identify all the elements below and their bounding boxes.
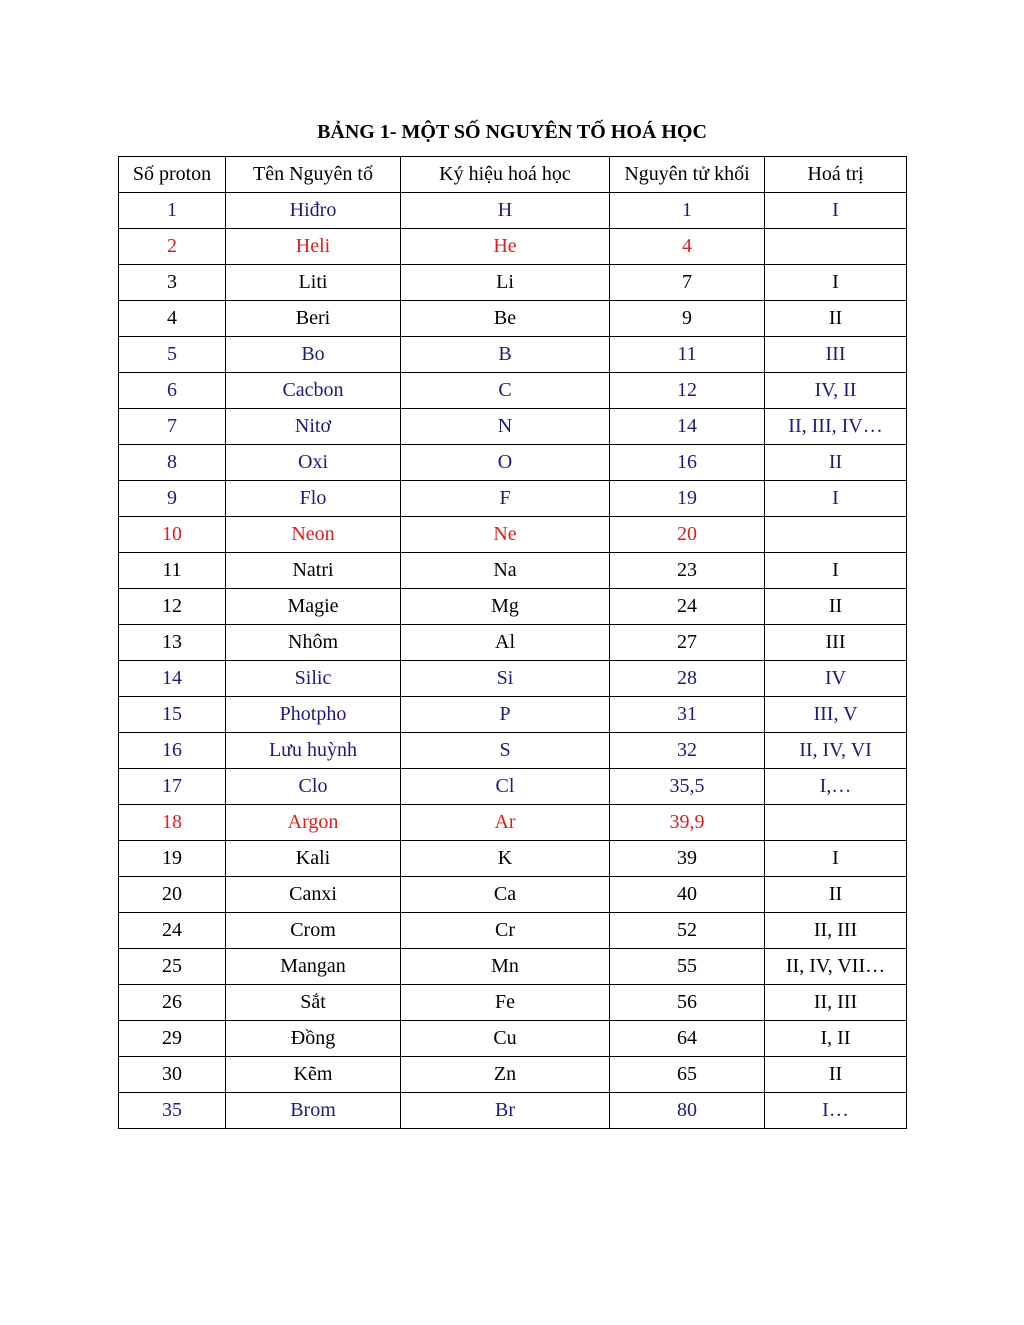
table-row: [119, 661, 907, 697]
cell-name: Photpho: [226, 697, 401, 733]
cell-name: Lưu huỳnh: [226, 733, 401, 769]
page-title: BẢNG 1- MỘT SỐ NGUYÊN TỐ HOÁ HỌC: [317, 121, 707, 143]
cell-name: Natri: [226, 553, 401, 589]
cell-mass: 65: [610, 1057, 765, 1093]
cell-mass: 9: [610, 301, 765, 337]
cell-name: Mangan: [226, 949, 401, 985]
table-row: [119, 481, 907, 517]
cell-name: Cacbon: [226, 373, 401, 409]
cell-mass: 56: [610, 985, 765, 1021]
cell-proton: 29: [119, 1021, 226, 1057]
cell-mass: 23: [610, 553, 765, 589]
cell-name: Magie: [226, 589, 401, 625]
cell-name: Kali: [226, 841, 401, 877]
cell-name: Liti: [226, 265, 401, 301]
table-row: [119, 1093, 907, 1129]
cell-symbol: Fe: [401, 985, 610, 1021]
cell-symbol: H: [401, 193, 610, 229]
cell-mass: 52: [610, 913, 765, 949]
cell-valence: I…: [765, 1093, 907, 1129]
table-row: [119, 517, 907, 553]
cell-symbol: Si: [401, 661, 610, 697]
cell-mass: 80: [610, 1093, 765, 1129]
cell-proton: 10: [119, 517, 226, 553]
cell-mass: 20: [610, 517, 765, 553]
cell-valence: I, II: [765, 1021, 907, 1057]
cell-proton: 17: [119, 769, 226, 805]
cell-name: Canxi: [226, 877, 401, 913]
cell-proton: 20: [119, 877, 226, 913]
elements-table: [118, 156, 907, 1129]
cell-name: Clo: [226, 769, 401, 805]
cell-mass: 28: [610, 661, 765, 697]
cell-name: Crom: [226, 913, 401, 949]
cell-name: Brom: [226, 1093, 401, 1129]
cell-proton: 18: [119, 805, 226, 841]
cell-mass: 4: [610, 229, 765, 265]
cell-valence: I: [765, 841, 907, 877]
table-row: [119, 409, 907, 445]
cell-mass: 27: [610, 625, 765, 661]
table-row: [119, 625, 907, 661]
cell-proton: 7: [119, 409, 226, 445]
cell-proton: 26: [119, 985, 226, 1021]
cell-proton: 16: [119, 733, 226, 769]
table-row: [119, 337, 907, 373]
cell-name: Beri: [226, 301, 401, 337]
cell-valence: III, V: [765, 697, 907, 733]
cell-proton: 5: [119, 337, 226, 373]
cell-name: Nitơ: [226, 409, 401, 445]
cell-name: Argon: [226, 805, 401, 841]
cell-name: Oxi: [226, 445, 401, 481]
header-proton: Số proton: [119, 157, 226, 193]
cell-symbol: Zn: [401, 1057, 610, 1093]
cell-symbol: He: [401, 229, 610, 265]
cell-symbol: Ne: [401, 517, 610, 553]
table-row: [119, 553, 907, 589]
cell-proton: 30: [119, 1057, 226, 1093]
cell-proton: 1: [119, 193, 226, 229]
cell-mass: 39: [610, 841, 765, 877]
cell-mass: 32: [610, 733, 765, 769]
cell-mass: 14: [610, 409, 765, 445]
table-row: [119, 769, 907, 805]
cell-valence: III: [765, 625, 907, 661]
cell-name: Neon: [226, 517, 401, 553]
table-row: [119, 265, 907, 301]
cell-proton: 15: [119, 697, 226, 733]
cell-proton: 35: [119, 1093, 226, 1129]
cell-symbol: Mn: [401, 949, 610, 985]
cell-valence: IV: [765, 661, 907, 697]
cell-symbol: K: [401, 841, 610, 877]
cell-valence: IV, II: [765, 373, 907, 409]
cell-valence: I,…: [765, 769, 907, 805]
table-row: [119, 913, 907, 949]
cell-symbol: F: [401, 481, 610, 517]
cell-mass: 39,9: [610, 805, 765, 841]
table-body: [119, 193, 907, 1129]
table-row: [119, 877, 907, 913]
cell-name: Nhôm: [226, 625, 401, 661]
table-row: [119, 1057, 907, 1093]
cell-symbol: Li: [401, 265, 610, 301]
table-row: [119, 1021, 907, 1057]
cell-name: Flo: [226, 481, 401, 517]
cell-valence: I: [765, 481, 907, 517]
table-row: [119, 229, 907, 265]
table-row: [119, 985, 907, 1021]
cell-name: Bo: [226, 337, 401, 373]
table-row: [119, 301, 907, 337]
cell-mass: 55: [610, 949, 765, 985]
cell-symbol: Na: [401, 553, 610, 589]
cell-valence: [765, 805, 907, 841]
cell-valence: II: [765, 301, 907, 337]
table-row: [119, 373, 907, 409]
table-row: [119, 805, 907, 841]
cell-symbol: C: [401, 373, 610, 409]
cell-proton: 24: [119, 913, 226, 949]
cell-valence: II, IV, VII…: [765, 949, 907, 985]
table-row: [119, 445, 907, 481]
cell-valence: II: [765, 877, 907, 913]
header-name: Tên Nguyên tố: [226, 157, 401, 193]
cell-proton: 2: [119, 229, 226, 265]
table-row: [119, 949, 907, 985]
cell-symbol: Mg: [401, 589, 610, 625]
cell-valence: I: [765, 265, 907, 301]
cell-symbol: Ca: [401, 877, 610, 913]
cell-symbol: Cu: [401, 1021, 610, 1057]
cell-proton: 19: [119, 841, 226, 877]
cell-proton: 12: [119, 589, 226, 625]
table-row: [119, 697, 907, 733]
cell-mass: 24: [610, 589, 765, 625]
cell-mass: 31: [610, 697, 765, 733]
cell-mass: 12: [610, 373, 765, 409]
cell-mass: 7: [610, 265, 765, 301]
cell-name: Đồng: [226, 1021, 401, 1057]
cell-mass: 35,5: [610, 769, 765, 805]
cell-mass: 19: [610, 481, 765, 517]
cell-mass: 40: [610, 877, 765, 913]
cell-name: Kẽm: [226, 1057, 401, 1093]
cell-name: Hiđro: [226, 193, 401, 229]
cell-proton: 25: [119, 949, 226, 985]
cell-proton: 11: [119, 553, 226, 589]
cell-symbol: Be: [401, 301, 610, 337]
cell-symbol: P: [401, 697, 610, 733]
cell-name: Sắt: [226, 985, 401, 1021]
cell-symbol: Br: [401, 1093, 610, 1129]
cell-proton: 14: [119, 661, 226, 697]
cell-symbol: N: [401, 409, 610, 445]
cell-valence: II: [765, 1057, 907, 1093]
table-row: [119, 733, 907, 769]
cell-valence: II: [765, 589, 907, 625]
header-row: [119, 157, 907, 193]
header-valence: Hoá trị: [765, 157, 907, 193]
cell-symbol: O: [401, 445, 610, 481]
cell-valence: II, IV, VI: [765, 733, 907, 769]
cell-name: Heli: [226, 229, 401, 265]
cell-name: Silic: [226, 661, 401, 697]
table-row: [119, 841, 907, 877]
cell-symbol: B: [401, 337, 610, 373]
cell-proton: 3: [119, 265, 226, 301]
cell-valence: [765, 229, 907, 265]
table-row: [119, 589, 907, 625]
cell-proton: 6: [119, 373, 226, 409]
cell-mass: 64: [610, 1021, 765, 1057]
cell-valence: I: [765, 553, 907, 589]
cell-symbol: Ar: [401, 805, 610, 841]
cell-proton: 4: [119, 301, 226, 337]
header-symbol: Ký hiệu hoá học: [401, 157, 610, 193]
cell-valence: III: [765, 337, 907, 373]
header-mass: Nguyên tử khối: [610, 157, 765, 193]
cell-valence: I: [765, 193, 907, 229]
cell-mass: 16: [610, 445, 765, 481]
cell-symbol: Cr: [401, 913, 610, 949]
cell-valence: [765, 517, 907, 553]
cell-symbol: Al: [401, 625, 610, 661]
cell-proton: 8: [119, 445, 226, 481]
cell-symbol: Cl: [401, 769, 610, 805]
cell-mass: 1: [610, 193, 765, 229]
cell-proton: 13: [119, 625, 226, 661]
cell-valence: II, III: [765, 913, 907, 949]
table-row: [119, 193, 907, 229]
cell-mass: 11: [610, 337, 765, 373]
cell-valence: II, III: [765, 985, 907, 1021]
cell-valence: II: [765, 445, 907, 481]
cell-symbol: S: [401, 733, 610, 769]
cell-proton: 9: [119, 481, 226, 517]
cell-valence: II, III, IV…: [765, 409, 907, 445]
